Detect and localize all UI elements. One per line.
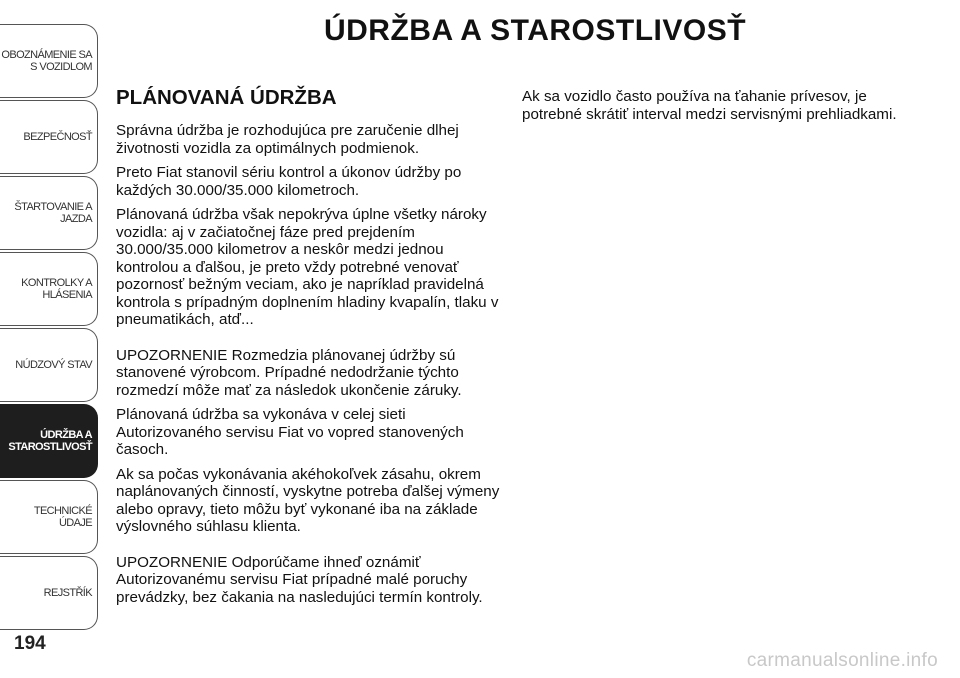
tab-label: KONTROLKY A HLÁSENIA — [21, 277, 92, 301]
tab-label: REJSTŘÍK — [43, 587, 92, 599]
page-number: 194 — [14, 633, 46, 654]
warning-paragraph: UPOZORNENIE Odporúčame ihneď oznámiť Autorizovanému servisu Fiat prípadné malé poruchy prevádzky, bez čakania na nasledujúci termín kontroly. — [116, 553, 483, 606]
watermark: carmanualsonline.info — [746, 650, 938, 671]
paragraph: Plánovaná údržba však nepokrýva úplne všetky nároky vozidla: aj v začiatočnej fáze pred prejdením 30.000/35.000 kilometrov a neskôr medzi jednou kontrolou a ďalšou, je preto vždy potrebné venovať pozornosť bežným veciam, ako je napríklad pravidelná kontrola s prípadným doplnením hladiny kvapalín, tlaku v pneumatikách, atď... — [116, 206, 499, 328]
tab-label: NÚDZOVÝ STAV — [15, 359, 92, 371]
tab-nudzovy-stav[interactable] — [0, 328, 98, 402]
right-column — [522, 88, 902, 130]
tab-rejstrik[interactable] — [0, 556, 98, 630]
paragraph: Ak sa počas vykonávania akéhokoľvek zásahu, okrem naplánovaných činností, vyskytne potreba ďalšej výmeny alebo opravy, tieto môžu byť vykonané iba na základe výslovného súhlasu klienta. — [116, 465, 500, 535]
tab-label: ŠTARTOVANIE A JAZDA — [14, 201, 92, 225]
tab-technicke-udaje[interactable] — [0, 480, 98, 554]
tab-label: OBOZNÁMENIE SA S VOZIDLOM — [1, 49, 92, 73]
paragraph: Ak sa vozidlo často používa na ťahanie prívesov, je potrebné skrátiť interval medzi servisnými prehliadkami. — [522, 88, 897, 123]
warning-paragraph: UPOZORNENIE Rozmedzia plánovanej údržby sú stanovené výrobcom. Prípadné nedodržanie týchto rozmedzí môže mať za následok ukončenie záruky. — [116, 346, 462, 399]
paragraph: Preto Fiat stanovil sériu kontrol a úkonov údržby po každých 30.000/35.000 kilometroch. — [116, 164, 462, 199]
section-title: PLÁNOVANÁ ÚDRŽBA — [116, 86, 337, 109]
tab-label: TECHNICKÉ ÚDAJE — [33, 505, 92, 529]
tab-label: BEZPEČNOSŤ — [23, 131, 92, 143]
left-column — [116, 86, 508, 613]
tab-bezpecnost[interactable] — [0, 100, 98, 174]
page-title: ÚDRŽBA A STAROSTLIVOSŤ — [323, 14, 747, 47]
tab-obeznamenie[interactable] — [0, 24, 98, 98]
paragraph: Správna údržba je rozhodujúca pre zaručenie dlhej životnosti vozidla za optimálnych podmienok. — [116, 122, 459, 157]
tab-label: ÚDRŽBA A STAROSTLIVOSŤ — [8, 429, 92, 453]
tab-udrzba-active[interactable] — [0, 404, 98, 478]
tab-startovanie[interactable] — [0, 176, 98, 250]
tab-kontrolky[interactable] — [0, 252, 98, 326]
paragraph: Plánovaná údržba sa vykonáva v celej sieti Autorizovaného servisu Fiat vo vopred stanovených časoch. — [116, 406, 464, 458]
